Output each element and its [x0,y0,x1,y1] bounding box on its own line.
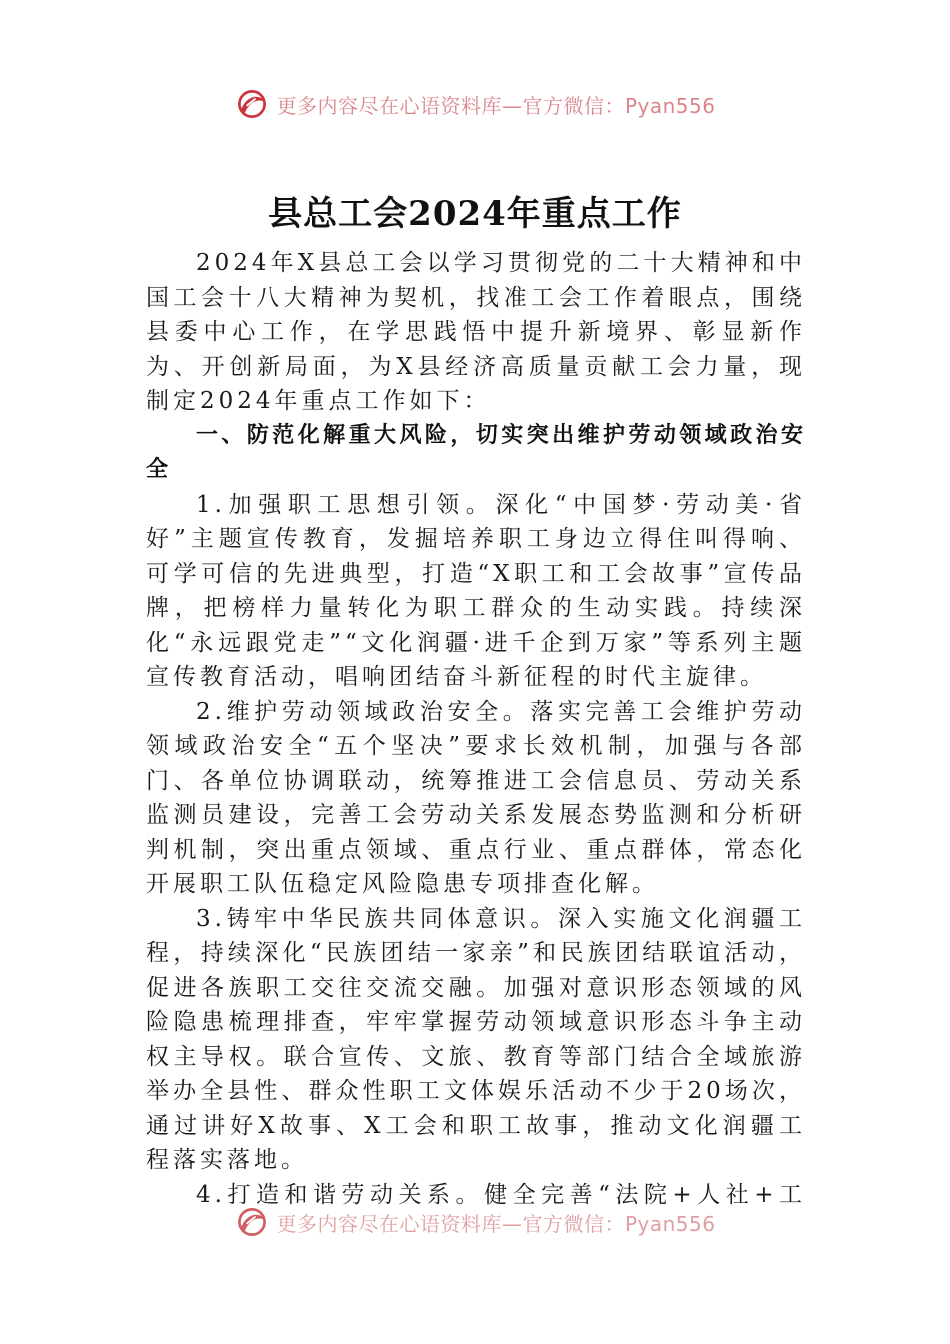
watermark-header [0,82,950,126]
watermark-text-footer: 更多内容尽在心语资料库—官方微信：Pyan556 [276,1211,716,1236]
watermark-text: 更多内容尽在心语资料库—官方微信：Pyan556 [276,93,716,118]
swirl-logo-icon [234,1204,270,1240]
document-title: 县总工会2024年重点工作 [268,194,682,234]
section-heading: 一、防范化解重大风险，切实突出维护劳动领域政治安全 [146,422,806,482]
item-paragraph-2: 2.维护劳动领域政治安全。落实完善工会维护劳动领域政治安全“五个坚决”要求长效机制，加强与各部门、各单位协调联动，统筹推进工会信息员、劳动关系监测员建设，完善工会劳动关系发展态势监测和分析研判机制，突出重点领域、重点行业、重点群体，常态化开展职工队伍稳定风险隐患专项排查化解。 [146,698,806,897]
document-body [146,246,806,1214]
intro-paragraph: 2024年X县总工会以学习贯彻党的二十大精神和中国工会十八大精神为契机，找准工会工作着眼点，围绕县委中心工作，在学思践悟中提升新境界、彰显新作为、开创新局面，为X县经济高质量贡献工会力量，现制定2024年重点工作如下： [146,250,806,414]
watermark-footer [0,1200,950,1244]
item-paragraph-1: 1.加强职工思想引领。深化“中国梦·劳动美·省好”主题宣传教育，发掘培养职工身边立得住叫得响、可学可信的先进典型，打造“X职工和工会故事”宣传品牌，把榜样力量转化为职工群众的生动实践。持续深化“永远跟党走”“文化润疆·进千企到万家”等系列主题宣传教育活动，唱响团结奋斗新征程的时代主旋律。 [146,491,806,690]
item-paragraph-3: 3.铸牢中华民族共同体意识。深入实施文化润疆工程，持续深化“民族团结一家亲”和民族团结联谊活动，促进各族职工交往交流交融。加强对意识形态领域的风险隐患梳理排查，牢牢掌握劳动领域意识形态斗争主动权主导权。联合宣传、文旅、教育等部门结合全域旅游举办全县性、群众性职工文体娱乐活动不少于20场次，通过讲好X故事、X工会和职工故事，推动文化润疆工程落实落地。 [146,905,806,1173]
swirl-logo-icon [234,86,270,122]
item-paragraph-4: 4.打造和谐劳动关系。健全完善“法院+人社+工 [196,1181,806,1208]
